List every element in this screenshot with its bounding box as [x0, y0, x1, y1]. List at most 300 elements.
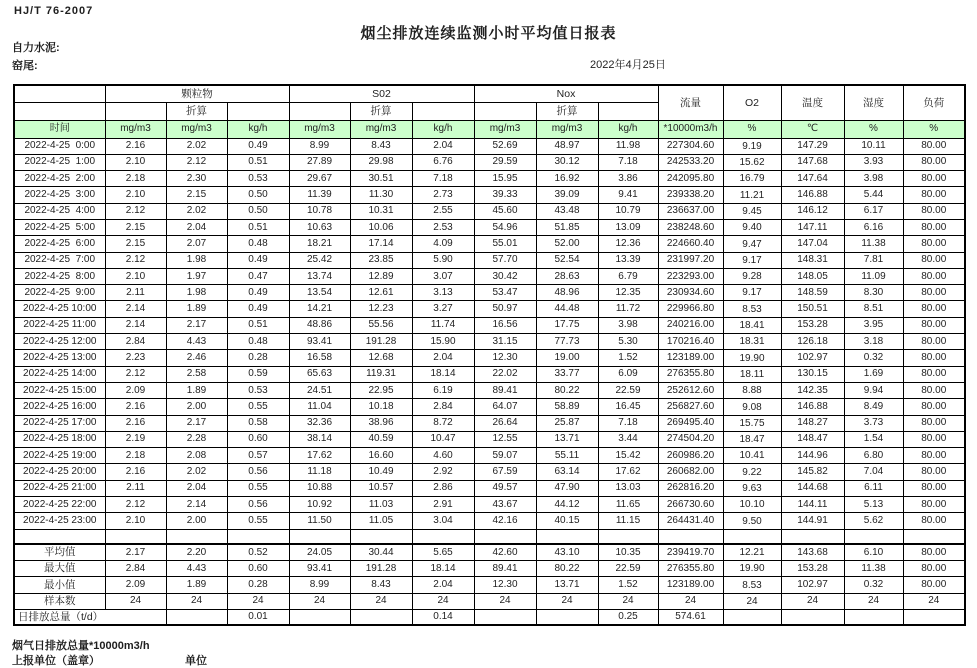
data-cell: 1.98	[166, 252, 227, 268]
data-cell: 63.14	[536, 464, 598, 480]
unit-header-cell-6: kg/h	[412, 120, 474, 138]
summary-value-cell: 5.65	[412, 544, 474, 560]
data-cell: 2.58	[166, 366, 227, 382]
summary-row	[14, 544, 965, 560]
data-cell: 0.59	[227, 366, 289, 382]
data-cell: 12.89	[350, 268, 412, 284]
data-cell: 0.55	[227, 513, 289, 529]
summary-value-cell: 13.71	[536, 577, 598, 593]
summary-value-cell: 24	[105, 593, 166, 609]
summary-value-cell: 2.84	[105, 560, 166, 576]
summary-value-cell: 24	[227, 593, 289, 609]
data-cell: 145.82	[781, 464, 844, 480]
data-cell: 2.11	[105, 480, 166, 496]
data-cell: 22.02	[474, 366, 536, 382]
data-cell: 1.97	[166, 268, 227, 284]
data-cell: 42.16	[474, 513, 536, 529]
summary-value-cell: 24	[536, 593, 598, 609]
daily-total-cell	[166, 609, 227, 625]
data-cell: 10.41	[723, 448, 781, 464]
data-cell: 10.78	[289, 203, 350, 219]
spacer-row	[14, 529, 965, 544]
data-cell: 12.55	[474, 431, 536, 447]
summary-value-cell: 2.20	[166, 544, 227, 560]
time-cell: 2022-4-25 2:00	[14, 171, 105, 187]
data-cell: 54.96	[474, 219, 536, 235]
spacer-cell	[598, 529, 658, 544]
data-cell: 1.52	[598, 350, 658, 366]
unit-header-cell-10: *10000m3/h	[658, 120, 723, 138]
summary-value-cell: 8.43	[350, 577, 412, 593]
data-cell: 12.35	[598, 285, 658, 301]
data-cell: 6.09	[598, 366, 658, 382]
data-cell: 3.27	[412, 301, 474, 317]
column-header-2: 温度	[781, 85, 844, 120]
spacer-cell	[166, 529, 227, 544]
data-cell: 16.92	[536, 171, 598, 187]
data-cell: 10.63	[289, 219, 350, 235]
summary-value-cell: 153.28	[781, 560, 844, 576]
data-cell: 153.28	[781, 317, 844, 333]
data-cell: 19.00	[536, 350, 598, 366]
unit-header-cell-12: ℃	[781, 120, 844, 138]
summary-value-cell: 89.41	[474, 560, 536, 576]
data-cell: 3.95	[844, 317, 903, 333]
data-cell: 43.48	[536, 203, 598, 219]
data-cell: 43.67	[474, 497, 536, 513]
data-cell: 39.33	[474, 187, 536, 203]
data-cell: 18.31	[723, 334, 781, 350]
data-cell: 80.00	[903, 219, 965, 235]
data-cell: 11.05	[350, 513, 412, 529]
data-cell: 11.18	[289, 464, 350, 480]
data-cell: 144.91	[781, 513, 844, 529]
data-cell: 256827.60	[658, 399, 723, 415]
time-cell: 2022-4-25 6:00	[14, 236, 105, 252]
data-cell: 8.53	[723, 301, 781, 317]
data-cell: 3.44	[598, 431, 658, 447]
data-cell: 2.16	[105, 399, 166, 415]
summary-value-cell: 123189.00	[658, 577, 723, 593]
data-cell: 11.15	[598, 513, 658, 529]
data-cell: 11.03	[350, 497, 412, 513]
data-cell: 12.36	[598, 236, 658, 252]
report-date: 2022年4月25日	[590, 59, 666, 71]
data-cell: 13.54	[289, 285, 350, 301]
time-cell: 2022-4-25 23:00	[14, 513, 105, 529]
data-cell: 8.99	[289, 138, 350, 154]
data-cell: 123189.00	[658, 350, 723, 366]
data-cell: 18.41	[723, 317, 781, 333]
table-row	[14, 448, 965, 464]
data-cell: 2.17	[166, 415, 227, 431]
daily-total-cell	[474, 609, 536, 625]
standard-code: HJ/T 76-2007	[14, 5, 94, 17]
data-cell: 30.42	[474, 268, 536, 284]
data-cell: 11.38	[844, 236, 903, 252]
data-cell: 11.09	[844, 268, 903, 284]
data-cell: 6.76	[412, 154, 474, 170]
data-cell: 52.69	[474, 138, 536, 154]
data-cell: 2.28	[166, 431, 227, 447]
data-cell: 80.00	[903, 480, 965, 496]
data-cell: 2.73	[412, 187, 474, 203]
data-cell: 11.04	[289, 399, 350, 415]
data-cell: 12.30	[474, 350, 536, 366]
data-cell: 57.70	[474, 252, 536, 268]
data-cell: 2.55	[412, 203, 474, 219]
data-cell: 27.89	[289, 154, 350, 170]
table-row	[14, 399, 965, 415]
data-cell: 55.01	[474, 236, 536, 252]
summary-row	[14, 593, 965, 609]
data-cell: 0.57	[227, 448, 289, 464]
summary-row	[14, 577, 965, 593]
time-cell: 2022-4-25 16:00	[14, 399, 105, 415]
spacer-cell	[844, 529, 903, 544]
data-cell: 3.93	[844, 154, 903, 170]
summary-value-cell: 0.28	[227, 577, 289, 593]
data-cell: 9.94	[844, 382, 903, 398]
data-cell: 0.47	[227, 268, 289, 284]
data-cell: 10.79	[598, 203, 658, 219]
time-cell: 2022-4-25 1:00	[14, 154, 105, 170]
summary-value-cell: 12.30	[474, 577, 536, 593]
data-cell: 0.49	[227, 285, 289, 301]
data-cell: 0.50	[227, 203, 289, 219]
data-cell: 89.41	[474, 382, 536, 398]
data-cell: 80.00	[903, 431, 965, 447]
summary-value-cell: 6.10	[844, 544, 903, 560]
table-row	[14, 366, 965, 382]
pollutant-group-header-1: S02	[289, 85, 474, 102]
summary-value-cell: 2.04	[412, 577, 474, 593]
data-cell: 7.18	[598, 154, 658, 170]
data-cell: 50.97	[474, 301, 536, 317]
data-cell: 2.14	[166, 497, 227, 513]
daily-total-cell: 574.61	[658, 609, 723, 625]
data-cell: 2.23	[105, 350, 166, 366]
spacer-cell	[536, 529, 598, 544]
data-cell: 80.00	[903, 350, 965, 366]
table-row	[14, 138, 965, 154]
data-cell: 3.98	[844, 171, 903, 187]
time-cell: 2022-4-25 7:00	[14, 252, 105, 268]
unit-header-cell-9: kg/h	[598, 120, 658, 138]
summary-label-cell: 样本数	[14, 593, 105, 609]
report-table	[13, 84, 966, 626]
data-cell: 148.31	[781, 252, 844, 268]
data-cell: 238248.60	[658, 219, 723, 235]
data-cell: 2.15	[166, 187, 227, 203]
summary-value-cell: 0.32	[844, 577, 903, 593]
summary-value-cell: 1.89	[166, 577, 227, 593]
data-cell: 40.15	[536, 513, 598, 529]
data-cell: 119.31	[350, 366, 412, 382]
data-cell: 0.51	[227, 219, 289, 235]
summary-value-cell: 43.10	[536, 544, 598, 560]
data-cell: 9.19	[723, 138, 781, 154]
data-cell: 47.90	[536, 480, 598, 496]
data-cell: 0.50	[227, 187, 289, 203]
daily-total-cell	[781, 609, 844, 625]
data-cell: 80.00	[903, 497, 965, 513]
unit-header-cell-13: %	[844, 120, 903, 138]
data-cell: 80.00	[903, 154, 965, 170]
table-row	[14, 219, 965, 235]
page-title: 烟尘排放连续监测小时平均值日报表	[360, 25, 617, 42]
summary-value-cell: 24	[474, 593, 536, 609]
unit-header-row	[14, 120, 965, 138]
data-cell: 16.58	[289, 350, 350, 366]
data-cell: 4.43	[166, 334, 227, 350]
summary-value-cell: 93.41	[289, 560, 350, 576]
data-cell: 13.09	[598, 219, 658, 235]
data-cell: 6.80	[844, 448, 903, 464]
data-cell: 7.18	[412, 171, 474, 187]
summary-value-cell: 4.43	[166, 560, 227, 576]
table-row	[14, 301, 965, 317]
data-cell: 2.86	[412, 480, 474, 496]
data-cell: 2.14	[105, 317, 166, 333]
data-cell: 80.00	[903, 382, 965, 398]
data-cell: 2.14	[105, 301, 166, 317]
data-cell: 2.12	[105, 366, 166, 382]
summary-value-cell: 24	[598, 593, 658, 609]
time-cell: 2022-4-25 5:00	[14, 219, 105, 235]
table-row	[14, 334, 965, 350]
data-cell: 80.00	[903, 268, 965, 284]
subheader-blank-cell-3	[227, 102, 289, 120]
unit-header-cell-14: %	[903, 120, 965, 138]
table-row	[14, 154, 965, 170]
data-cell: 48.96	[536, 285, 598, 301]
data-cell: 224660.40	[658, 236, 723, 252]
table-row	[14, 187, 965, 203]
data-cell: 16.79	[723, 171, 781, 187]
data-cell: 44.48	[536, 301, 598, 317]
data-cell: 0.53	[227, 382, 289, 398]
data-cell: 1.98	[166, 285, 227, 301]
summary-value-cell: 8.99	[289, 577, 350, 593]
data-cell: 80.00	[903, 252, 965, 268]
data-cell: 2.16	[105, 415, 166, 431]
data-cell: 14.21	[289, 301, 350, 317]
data-cell: 4.09	[412, 236, 474, 252]
data-cell: 5.90	[412, 252, 474, 268]
time-cell: 2022-4-25 3:00	[14, 187, 105, 203]
data-cell: 146.88	[781, 187, 844, 203]
spacer-cell	[350, 529, 412, 544]
data-cell: 0.49	[227, 252, 289, 268]
data-cell: 231997.20	[658, 252, 723, 268]
data-cell: 10.11	[844, 138, 903, 154]
time-header-blank-cell	[14, 85, 105, 102]
summary-value-cell: 239419.70	[658, 544, 723, 560]
data-cell: 49.57	[474, 480, 536, 496]
table-row	[14, 464, 965, 480]
data-cell: 142.35	[781, 382, 844, 398]
data-cell: 5.30	[598, 334, 658, 350]
data-cell: 59.07	[474, 448, 536, 464]
data-cell: 19.90	[723, 350, 781, 366]
data-cell: 25.87	[536, 415, 598, 431]
data-cell: 274504.20	[658, 431, 723, 447]
table-row	[14, 285, 965, 301]
data-cell: 10.31	[350, 203, 412, 219]
column-header-0: 流量	[658, 85, 723, 120]
time-cell: 2022-4-25 15:00	[14, 382, 105, 398]
data-cell: 1.54	[844, 431, 903, 447]
data-cell: 2.07	[166, 236, 227, 252]
data-cell: 5.13	[844, 497, 903, 513]
data-cell: 44.12	[536, 497, 598, 513]
data-cell: 13.39	[598, 252, 658, 268]
data-cell: 8.51	[844, 301, 903, 317]
data-cell: 9.63	[723, 480, 781, 496]
data-cell: 146.12	[781, 203, 844, 219]
data-cell: 30.12	[536, 154, 598, 170]
data-cell: 144.68	[781, 480, 844, 496]
data-cell: 2.12	[105, 497, 166, 513]
data-cell: 0.55	[227, 399, 289, 415]
time-cell: 2022-4-25 0:00	[14, 138, 105, 154]
data-cell: 260986.20	[658, 448, 723, 464]
data-cell: 260682.00	[658, 464, 723, 480]
subheader-blank-cell-7	[474, 102, 536, 120]
data-cell: 147.68	[781, 154, 844, 170]
data-cell: 2.16	[105, 138, 166, 154]
data-cell: 2.02	[166, 464, 227, 480]
data-cell: 0.51	[227, 154, 289, 170]
data-cell: 2.10	[105, 513, 166, 529]
time-cell: 2022-4-25 21:00	[14, 480, 105, 496]
data-cell: 10.88	[289, 480, 350, 496]
table-row	[14, 497, 965, 513]
data-cell: 3.13	[412, 285, 474, 301]
time-cell: 2022-4-25 11:00	[14, 317, 105, 333]
data-cell: 2.91	[412, 497, 474, 513]
data-cell: 16.45	[598, 399, 658, 415]
data-cell: 13.74	[289, 268, 350, 284]
data-cell: 30.51	[350, 171, 412, 187]
data-cell: 10.06	[350, 219, 412, 235]
data-cell: 6.17	[844, 203, 903, 219]
data-cell: 9.08	[723, 399, 781, 415]
data-cell: 148.47	[781, 431, 844, 447]
data-cell: 2.10	[105, 154, 166, 170]
data-cell: 2.00	[166, 399, 227, 415]
time-cell: 2022-4-25 10:00	[14, 301, 105, 317]
data-cell: 147.29	[781, 138, 844, 154]
data-cell: 150.51	[781, 301, 844, 317]
data-cell: 12.23	[350, 301, 412, 317]
data-cell: 12.61	[350, 285, 412, 301]
data-cell: 2.53	[412, 219, 474, 235]
table-row	[14, 431, 965, 447]
data-cell: 2.04	[166, 219, 227, 235]
table-row	[14, 350, 965, 366]
data-cell: 28.63	[536, 268, 598, 284]
data-cell: 0.55	[227, 480, 289, 496]
data-cell: 2.04	[166, 480, 227, 496]
summary-value-cell: 80.00	[903, 577, 965, 593]
data-cell: 0.28	[227, 350, 289, 366]
pollutant-group-header-0: 颗粒物	[105, 85, 289, 102]
unit-header-cell-11: %	[723, 120, 781, 138]
data-cell: 17.62	[289, 448, 350, 464]
summary-value-cell: 19.90	[723, 560, 781, 576]
data-cell: 48.97	[536, 138, 598, 154]
data-cell: 9.45	[723, 203, 781, 219]
data-cell: 80.00	[903, 464, 965, 480]
data-cell: 0.32	[844, 350, 903, 366]
data-cell: 9.40	[723, 219, 781, 235]
summary-value-cell: 24	[844, 593, 903, 609]
data-cell: 276355.80	[658, 366, 723, 382]
data-cell: 223293.00	[658, 268, 723, 284]
data-cell: 0.49	[227, 138, 289, 154]
data-cell: 29.98	[350, 154, 412, 170]
data-cell: 0.58	[227, 415, 289, 431]
data-cell: 80.00	[903, 317, 965, 333]
data-cell: 146.88	[781, 399, 844, 415]
data-cell: 17.14	[350, 236, 412, 252]
data-cell: 2.12	[105, 252, 166, 268]
daily-total-cell	[723, 609, 781, 625]
data-cell: 2.84	[105, 334, 166, 350]
time-column-header: 时间	[14, 120, 105, 138]
data-cell: 242533.20	[658, 154, 723, 170]
daily-total-cell: 0.01	[227, 609, 289, 625]
data-cell: 77.73	[536, 334, 598, 350]
data-cell: 38.96	[350, 415, 412, 431]
data-cell: 55.56	[350, 317, 412, 333]
unit-header-cell-2: mg/m3	[166, 120, 227, 138]
data-cell: 16.60	[350, 448, 412, 464]
spacer-cell	[412, 529, 474, 544]
data-cell: 40.59	[350, 431, 412, 447]
summary-value-cell: 0.52	[227, 544, 289, 560]
summary-value-cell: 24	[723, 593, 781, 609]
report-unit-label: 上报单位（盖章）	[12, 655, 100, 667]
summary-value-cell: 80.22	[536, 560, 598, 576]
data-cell: 148.59	[781, 285, 844, 301]
data-cell: 22.59	[598, 382, 658, 398]
data-cell: 170216.40	[658, 334, 723, 350]
spacer-cell	[723, 529, 781, 544]
data-cell: 10.10	[723, 497, 781, 513]
data-cell: 0.49	[227, 301, 289, 317]
time-cell: 2022-4-25 18:00	[14, 431, 105, 447]
table-row	[14, 171, 965, 187]
data-cell: 2.84	[412, 399, 474, 415]
data-cell: 3.07	[412, 268, 474, 284]
daily-total-cell	[536, 609, 598, 625]
summary-value-cell: 24.05	[289, 544, 350, 560]
table-row	[14, 317, 965, 333]
data-cell: 144.96	[781, 448, 844, 464]
data-cell: 26.64	[474, 415, 536, 431]
data-cell: 262816.20	[658, 480, 723, 496]
summary-value-cell: 24	[166, 593, 227, 609]
data-cell: 1.69	[844, 366, 903, 382]
data-cell: 2.30	[166, 171, 227, 187]
data-cell: 80.00	[903, 366, 965, 382]
data-cell: 2.18	[105, 171, 166, 187]
time-cell: 2022-4-25 8:00	[14, 268, 105, 284]
table-row	[14, 513, 965, 529]
